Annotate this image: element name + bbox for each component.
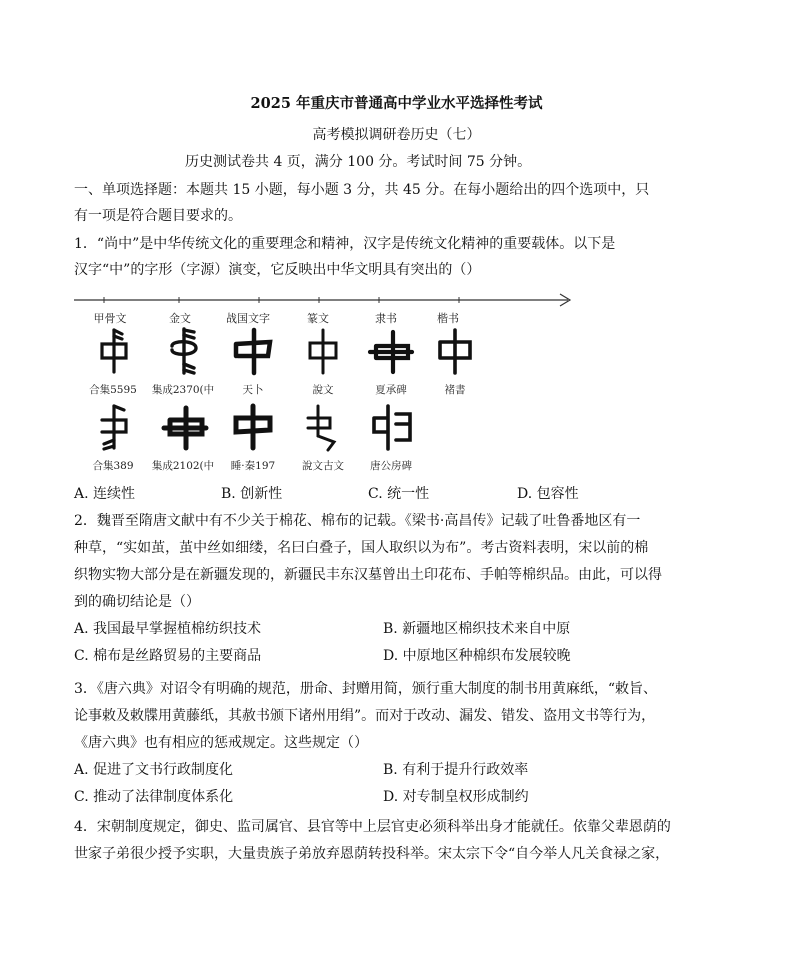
glyph-bronze-1	[160, 326, 210, 376]
source-row1-5: 夏承碑	[375, 384, 407, 396]
glyph-clerical-1	[366, 326, 416, 376]
q3-option-c[interactable]: C. 推动了法律制度体系化	[74, 789, 234, 805]
q3-stem-line2: 论事敕及敕牒用黄藤纸，其赦书颁下诸州用绢”。而对于改动、漏发、错发、盗用文书等行为，	[74, 708, 656, 724]
glyph-clerical-2	[366, 402, 416, 452]
q2-option-c[interactable]: C. 棉布是丝路贸易的主要商品	[74, 648, 262, 664]
era-label-clerical: 隶书	[375, 312, 397, 325]
q3-stem-line3: 《唐六典》也有相应的惩戒规定。这些规定（）	[74, 735, 368, 751]
exam-subtitle: 高考模拟调研卷历史（七）	[312, 127, 481, 143]
glyph-oracle-1	[88, 326, 138, 376]
q3-stem-line1: 3．《唐六典》对诏令有明确的规范，册命、封赠用简，颁行重大制度的制书用黄麻纸，“敕旨、	[74, 681, 658, 697]
q2-option-a[interactable]: A. 我国最早掌握植棉纺织技术	[74, 621, 262, 637]
q2-stem-line2: 种草，“实如茧，茧中丝如细缕，名曰白叠子，国人取织以为布”。考古资料表明，宋以前的棉	[74, 540, 649, 556]
q2-option-b[interactable]: B. 新疆地区棉织技术来自中原	[383, 621, 571, 637]
era-label-seal: 篆文	[307, 312, 329, 325]
exam-title: 2025 年重庆市普通高中学业水平选择性考试	[250, 95, 543, 112]
q1-stem-line1: 1．“尚中”是中华传统文化的重要理念和精神，汉字是传统文化精神的重要载体。以下是	[74, 236, 616, 252]
q3-option-d[interactable]: D. 对专制皇权形成制约	[383, 789, 529, 805]
q2-stem-line3: 织物实物大部分是在新疆发现的，新疆民丰东汉墓曾出土印花布、手帕等棉织品。由此，可以得	[74, 567, 662, 583]
glyph-seal-1	[298, 326, 348, 376]
era-label-regular: 楷书	[437, 312, 459, 325]
era-label-oracle: 甲骨文	[93, 312, 127, 325]
section-heading-line1: 一、单项选择题：本题共 15 小题，每小题 3 分，共 45 分。在每小题给出的四个选项中，只	[74, 182, 650, 198]
source-row2-3: 睡·秦197	[230, 460, 276, 472]
q3-option-b[interactable]: B. 有利于提升行政效率	[383, 762, 529, 778]
q2-stem-line4: 到的确切结论是（）	[74, 594, 200, 610]
q2-option-d[interactable]: D. 中原地区种棉织布发展较晚	[383, 648, 571, 664]
q3-option-a[interactable]: A. 促进了文书行政制度化	[74, 762, 234, 778]
era-label-warring-states: 战国文字	[226, 312, 270, 325]
q1-option-b[interactable]: B. 创新性	[221, 486, 283, 502]
source-row1-4: 說文	[312, 384, 334, 396]
source-row2-2: 集成2102(中	[151, 460, 215, 472]
source-row1-2: 集成2370(中	[151, 384, 215, 396]
q1-stem-line2: 汉字“中”的字形（字源）演变，它反映出中华文明具有突出的（）	[74, 262, 481, 278]
character-evolution-figure	[74, 286, 574, 476]
timeline-arrow	[74, 290, 574, 310]
source-row1-3: 天卜	[242, 384, 264, 396]
q4-stem-line2: 世家子弟很少授予实职，大量贵族子弟放弃恩荫转投科举。宋太宗下令“自今举人凡关食禄之家，	[74, 846, 670, 862]
section-heading-line2: 有一项是符合题目要求的。	[74, 208, 242, 224]
glyph-oracle-2	[88, 402, 138, 452]
glyph-warring-1	[228, 326, 278, 376]
glyph-seal-2	[298, 402, 348, 452]
source-row2-4: 說文古文	[302, 460, 344, 472]
q1-option-d[interactable]: D. 包容性	[517, 486, 579, 502]
source-row2-1: 合集389	[92, 460, 134, 472]
era-label-bronze: 金文	[169, 312, 191, 325]
q1-option-a[interactable]: A. 连续性	[74, 486, 136, 502]
source-row1-6: 褚書	[444, 384, 466, 396]
source-row2-5: 唐公房碑	[370, 460, 412, 472]
glyph-warring-2	[228, 402, 278, 452]
q1-option-c[interactable]: C. 统一性	[368, 486, 430, 502]
q4-stem-line1: 4．宋朝制度规定，御史、监司属官、县官等中上层官吏必须科举出身才能就任。依靠父辈恩荫的	[74, 819, 671, 835]
glyph-bronze-2	[160, 402, 210, 452]
source-row1-1: 合集5595	[89, 384, 137, 396]
exam-info: 历史测试卷共 4 页，满分 100 分。考试时间 75 分钟。	[185, 154, 532, 170]
glyph-regular-1	[430, 326, 480, 376]
q2-stem-line1: 2．魏晋至隋唐文献中有不少关于棉花、棉布的记载。《梁书·高昌传》记载了吐鲁番地区有一	[74, 513, 641, 529]
